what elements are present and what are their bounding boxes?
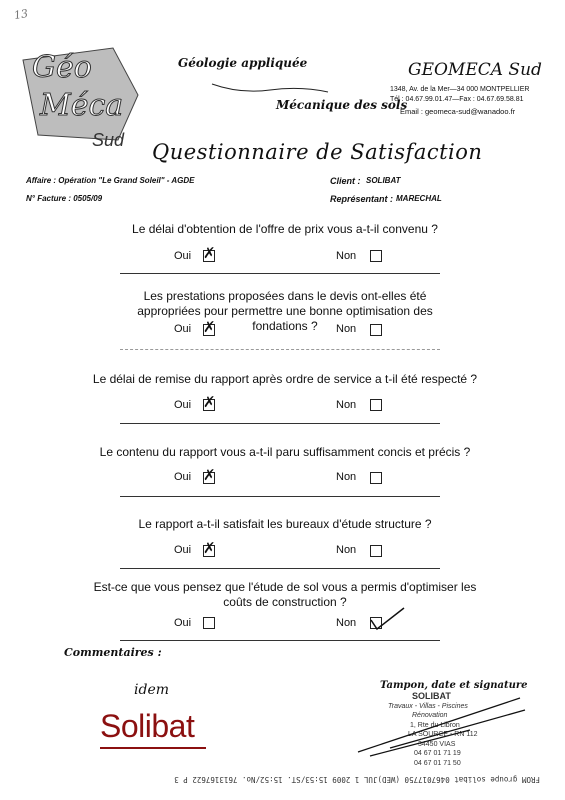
- client-logo-underline: [100, 747, 206, 749]
- question-5-non-label: Non: [336, 544, 357, 556]
- question-1-divider: [120, 273, 440, 274]
- logo-text-meca: Méca: [40, 88, 124, 123]
- stamp-line-1: SOLIBAT: [412, 691, 451, 701]
- question-2-divider: [120, 349, 440, 350]
- company-phone: Tél : 04.67.99.01.47—Fax : 04.67.69.58.81: [390, 96, 524, 103]
- question-3-oui-label: Oui: [174, 399, 192, 411]
- question-5-divider: [120, 568, 440, 569]
- question-1-text: Le délai d'obtention de l'offre de prix vous a-t-il convenu ?: [132, 222, 438, 236]
- question-5-text: Le rapport a-t-il satisfait les bureaux d'étude structure ?: [138, 517, 432, 531]
- question-1-oui-label: Oui: [174, 250, 192, 262]
- company-logo: [18, 40, 143, 160]
- signature-icon: [350, 690, 530, 760]
- question-1-checkmark-icon: ✗: [203, 244, 216, 262]
- question-4-text: Le contenu du rapport vous a-t-il paru suffisamment concis et précis ?: [99, 445, 471, 459]
- stamp-line-6: 34450 VIAS: [418, 740, 456, 748]
- question-4-checkmark-icon: ✗: [203, 466, 216, 484]
- question-2-non-label: Non: [336, 323, 357, 335]
- stamp-line-2: Travaux - Villas - Piscines: [388, 702, 468, 710]
- question-6-divider: [120, 640, 440, 641]
- question-3-non-checkbox[interactable]: [370, 399, 382, 411]
- question-6-text: Est-ce que vous pensez que l'étude de sol vous a permis d'optimiser les coûts de construction ?: [93, 580, 477, 609]
- representant-value: MARECHAL: [396, 194, 442, 203]
- stamp-label: Tampon, date et signature: [380, 680, 528, 691]
- logo-text-sud: Sud: [92, 130, 125, 150]
- representant-label: Représentant :: [330, 194, 394, 204]
- question-1-non-label: Non: [336, 250, 357, 262]
- question-2-oui-label: Oui: [174, 323, 192, 335]
- stamp-line-4: 1, Rte du Libron: [410, 721, 460, 729]
- question-2-checkmark-icon: ✗: [203, 318, 216, 336]
- comment-handwritten: idem: [134, 682, 169, 698]
- slogan-mecanique: Mécanique des sols: [276, 98, 408, 112]
- comments-label: Commentaires :: [64, 646, 162, 659]
- page-title: Questionnaire de Satisfaction: [152, 140, 483, 164]
- question-6-checkmark-icon: [368, 606, 408, 632]
- facture-label: N° Facture : 0505/09: [26, 194, 103, 203]
- company-address: 1348, Av. de la Mer—34 000 MONTPELLIER: [390, 86, 530, 93]
- question-3-text: Le délai de remise du rapport après ordre de service a t-il été respecté ?: [92, 372, 478, 386]
- question-3-divider: [120, 423, 440, 424]
- question-5-non-checkbox[interactable]: [370, 545, 382, 557]
- question-4-divider: [120, 496, 440, 497]
- stamp-line-8: 04 67 01 71 50: [414, 759, 461, 767]
- stamp-line-3: Rénovation: [412, 712, 448, 719]
- client-value: SOLIBAT: [366, 176, 401, 185]
- corner-page-number: 13: [12, 6, 30, 23]
- question-3-checkmark-icon: ✗: [203, 393, 216, 411]
- slogan-underline-icon: [210, 80, 330, 100]
- stamp-line-7: 04 67 01 71 19: [414, 750, 461, 757]
- affaire-label: Affaire : Opération "Le Grand Soleil" - AGDE: [26, 176, 195, 185]
- fax-header-strip: FROM groupe solibat 0467017750 (WED)JUL 1 2009 15:53/ST. 15:52/No. 7613167622 P 3: [174, 775, 540, 784]
- question-4-non-checkbox[interactable]: [370, 472, 382, 484]
- question-4-non-label: Non: [336, 471, 357, 483]
- question-6-oui-checkbox[interactable]: [203, 617, 215, 629]
- question-6-non-label: Non: [336, 617, 357, 629]
- client-label: Client :: [330, 176, 361, 186]
- question-2-non-checkbox[interactable]: [370, 324, 382, 336]
- stamp-line-5: LA SOURCE - RN 112: [408, 731, 478, 738]
- question-5-oui-label: Oui: [174, 544, 192, 556]
- company-name: GEOMECA Sud: [408, 60, 542, 80]
- question-6-oui-label: Oui: [174, 617, 192, 629]
- company-email: Email : geomeca-sud@wanadoo.fr: [400, 107, 516, 116]
- question-1-non-checkbox[interactable]: [370, 250, 382, 262]
- logo-text-geo: Géo: [32, 50, 92, 85]
- client-logo: Solibat: [100, 708, 195, 744]
- question-4-oui-label: Oui: [174, 471, 192, 483]
- question-3-non-label: Non: [336, 399, 357, 411]
- slogan-geologie: Géologie appliquée: [178, 56, 308, 70]
- question-2-text: Les prestations proposées dans le devis ont-elles été appropriées pour permettre une bonne optimisation des fondations ?: [137, 289, 433, 333]
- question-5-checkmark-icon: ✗: [203, 539, 216, 557]
